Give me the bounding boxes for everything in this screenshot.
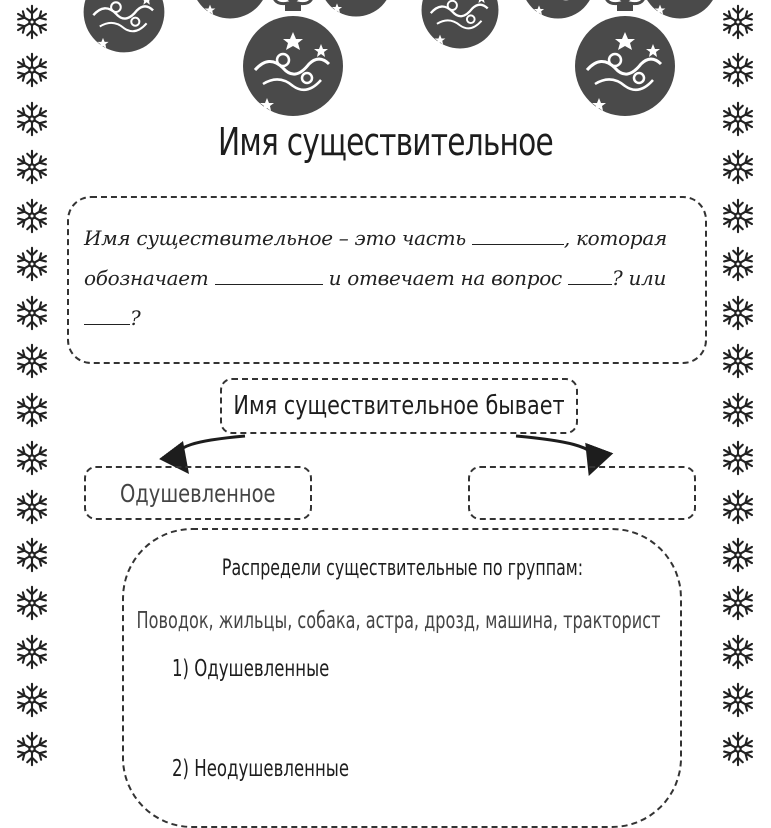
empty-answer-box[interactable]	[468, 466, 696, 520]
list-item-animate: 1) Одушевленные	[172, 656, 330, 682]
definition-part-4: и отвечает на вопрос	[328, 266, 562, 290]
page-title: Имя существительное	[218, 120, 553, 164]
definition-part-3: обозначает	[84, 266, 209, 290]
definition-part-1: Имя существительное – это часть	[84, 226, 466, 250]
definition-part-5: ? или	[611, 266, 667, 290]
list-item-inanimate: 2) Неодушевленные	[172, 756, 350, 782]
task-title: Распредели существительные по группам:	[221, 556, 584, 581]
task-words: Поводок, жильцы, собака, астра, дрозд, машина, тракторист	[136, 608, 661, 634]
definition-part-6: ?	[130, 306, 141, 330]
animate-box	[84, 466, 312, 520]
subtitle-text: Имя существительное бывает	[233, 391, 565, 421]
definition-part-2: , которая	[563, 226, 667, 250]
animate-label: Одушевленное	[120, 478, 276, 508]
